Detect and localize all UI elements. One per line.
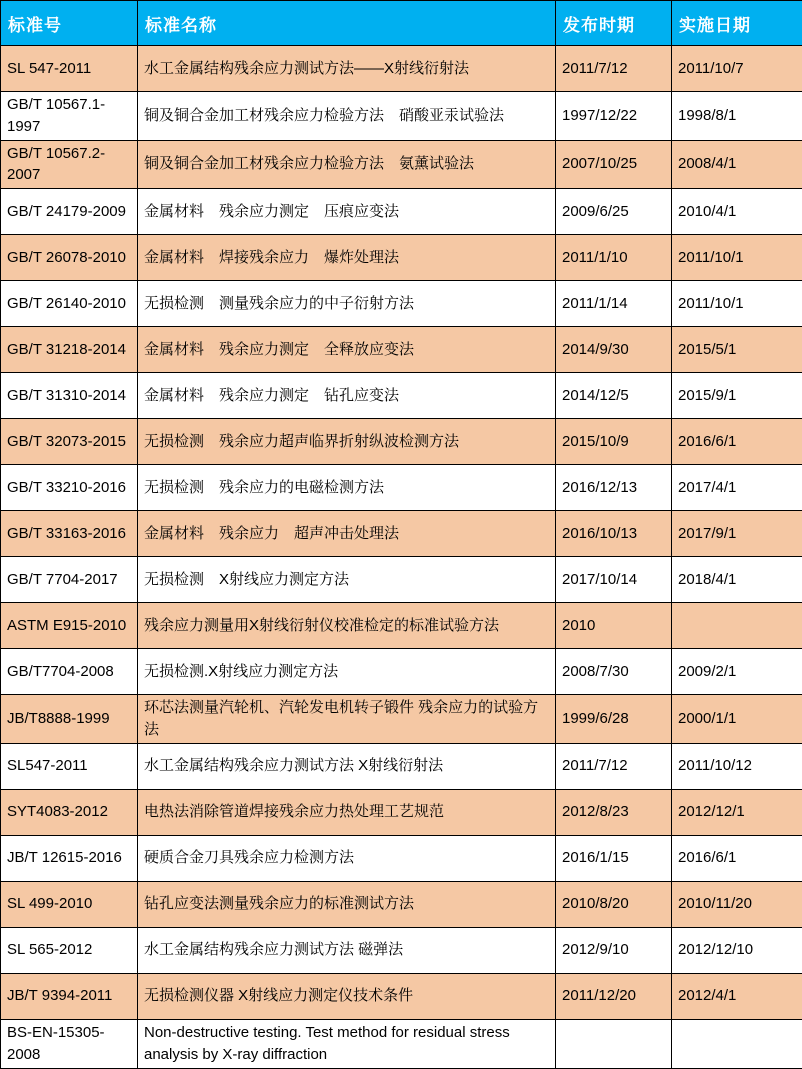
cell-publish-date: 2011/12/20 bbox=[556, 973, 672, 1019]
cell-standard-name: 无损检测 测量残余应力的中子衍射方法 bbox=[138, 281, 556, 327]
table-row bbox=[1, 835, 802, 881]
cell-standard-code: GB/T 33163-2016 bbox=[1, 511, 138, 557]
cell-publish-date: 2008/7/30 bbox=[556, 649, 672, 695]
cell-standard-code: GB/T 26140-2010 bbox=[1, 281, 138, 327]
cell-publish-date: 2015/10/9 bbox=[556, 419, 672, 465]
table-row bbox=[1, 189, 802, 235]
cell-implement-date: 2015/5/1 bbox=[672, 327, 802, 373]
cell-standard-name: 铜及铜合金加工材残余应力检验方法 硝酸亚汞试验法 bbox=[138, 92, 556, 141]
cell-implement-date: 1998/8/1 bbox=[672, 92, 802, 141]
cell-publish-date bbox=[556, 1019, 672, 1068]
cell-standard-code: JB/T 9394-2011 bbox=[1, 973, 138, 1019]
table-row bbox=[1, 927, 802, 973]
cell-standard-code: ASTM E915-2010 bbox=[1, 603, 138, 649]
table-row bbox=[1, 881, 802, 927]
cell-implement-date: 2016/6/1 bbox=[672, 835, 802, 881]
header-standard-code: 标准号 bbox=[1, 1, 138, 46]
cell-publish-date: 2011/7/12 bbox=[556, 46, 672, 92]
table-row bbox=[1, 743, 802, 789]
cell-standard-name: 残余应力测量用X射线衍射仪校准检定的标准试验方法 bbox=[138, 603, 556, 649]
table-row bbox=[1, 235, 802, 281]
cell-implement-date: 2012/4/1 bbox=[672, 973, 802, 1019]
cell-implement-date bbox=[672, 1019, 802, 1068]
cell-standard-code: GB/T 32073-2015 bbox=[1, 419, 138, 465]
cell-standard-name: 无损检测.X射线应力测定方法 bbox=[138, 649, 556, 695]
header-implement-date: 实施日期 bbox=[672, 1, 802, 46]
cell-implement-date bbox=[672, 603, 802, 649]
cell-standard-code: SL547-2011 bbox=[1, 743, 138, 789]
cell-publish-date: 2011/1/10 bbox=[556, 235, 672, 281]
table-row bbox=[1, 92, 802, 141]
cell-publish-date: 2011/7/12 bbox=[556, 743, 672, 789]
table-row bbox=[1, 1019, 802, 1068]
cell-standard-name: 无损检测 残余应力超声临界折射纵波检测方法 bbox=[138, 419, 556, 465]
cell-standard-code: GB/T 31218-2014 bbox=[1, 327, 138, 373]
cell-publish-date: 2009/6/25 bbox=[556, 189, 672, 235]
table-row bbox=[1, 789, 802, 835]
table-row bbox=[1, 419, 802, 465]
cell-implement-date: 2011/10/7 bbox=[672, 46, 802, 92]
cell-publish-date: 1997/12/22 bbox=[556, 92, 672, 141]
cell-implement-date: 2010/4/1 bbox=[672, 189, 802, 235]
table-row bbox=[1, 140, 802, 189]
cell-implement-date: 2018/4/1 bbox=[672, 557, 802, 603]
cell-standard-name: 金属材料 残余应力测定 全释放应变法 bbox=[138, 327, 556, 373]
cell-standard-code: GB/T 10567.2-2007 bbox=[1, 140, 138, 189]
table-row bbox=[1, 557, 802, 603]
cell-standard-code: JB/T8888-1999 bbox=[1, 695, 138, 744]
cell-publish-date: 2016/12/13 bbox=[556, 465, 672, 511]
table-row bbox=[1, 46, 802, 92]
header-publish-date: 发布时期 bbox=[556, 1, 672, 46]
table-row bbox=[1, 373, 802, 419]
cell-standard-name: 铜及铜合金加工材残余应力检验方法 氨薰试验法 bbox=[138, 140, 556, 189]
cell-standard-name: 无损检测仪器 X射线应力测定仪技术条件 bbox=[138, 973, 556, 1019]
table-row bbox=[1, 281, 802, 327]
cell-publish-date: 2014/12/5 bbox=[556, 373, 672, 419]
table-row bbox=[1, 327, 802, 373]
cell-publish-date: 2016/10/13 bbox=[556, 511, 672, 557]
cell-publish-date: 2014/9/30 bbox=[556, 327, 672, 373]
cell-standard-name: 金属材料 残余应力测定 压痕应变法 bbox=[138, 189, 556, 235]
cell-standard-code: GB/T 26078-2010 bbox=[1, 235, 138, 281]
cell-standard-code: GB/T 31310-2014 bbox=[1, 373, 138, 419]
cell-implement-date: 2011/10/1 bbox=[672, 235, 802, 281]
cell-implement-date: 2008/4/1 bbox=[672, 140, 802, 189]
cell-standard-code: JB/T 12615-2016 bbox=[1, 835, 138, 881]
cell-publish-date: 2010/8/20 bbox=[556, 881, 672, 927]
cell-standard-name: 水工金属结构残余应力测试方法 磁弹法 bbox=[138, 927, 556, 973]
cell-standard-code: SL 547-2011 bbox=[1, 46, 138, 92]
cell-standard-name: 环芯法测量汽轮机、汽轮发电机转子锻件 残余应力的试验方法 bbox=[138, 695, 556, 744]
cell-standard-name: 金属材料 残余应力测定 钻孔应变法 bbox=[138, 373, 556, 419]
cell-publish-date: 2011/1/14 bbox=[556, 281, 672, 327]
cell-standard-code: GB/T 33210-2016 bbox=[1, 465, 138, 511]
cell-standard-name: 无损检测 残余应力的电磁检测方法 bbox=[138, 465, 556, 511]
cell-standard-name: 水工金属结构残余应力测试方法 X射线衍射法 bbox=[138, 743, 556, 789]
cell-publish-date: 2017/10/14 bbox=[556, 557, 672, 603]
cell-implement-date: 2012/12/10 bbox=[672, 927, 802, 973]
cell-implement-date: 2017/9/1 bbox=[672, 511, 802, 557]
cell-standard-code: GB/T7704-2008 bbox=[1, 649, 138, 695]
cell-publish-date: 2016/1/15 bbox=[556, 835, 672, 881]
cell-publish-date: 2007/10/25 bbox=[556, 140, 672, 189]
cell-standard-name: 硬质合金刀具残余应力检测方法 bbox=[138, 835, 556, 881]
cell-standard-code: SYT4083-2012 bbox=[1, 789, 138, 835]
cell-standard-name: 金属材料 残余应力 超声冲击处理法 bbox=[138, 511, 556, 557]
cell-implement-date: 2000/1/1 bbox=[672, 695, 802, 744]
cell-implement-date: 2009/2/1 bbox=[672, 649, 802, 695]
table-row bbox=[1, 649, 802, 695]
cell-standard-name: 水工金属结构残余应力测试方法——X射线衍射法 bbox=[138, 46, 556, 92]
cell-standard-code: GB/T 24179-2009 bbox=[1, 189, 138, 235]
cell-implement-date: 2015/9/1 bbox=[672, 373, 802, 419]
header-standard-name: 标准名称 bbox=[138, 1, 556, 46]
table-row bbox=[1, 465, 802, 511]
cell-standard-code: GB/T 7704-2017 bbox=[1, 557, 138, 603]
cell-implement-date: 2016/6/1 bbox=[672, 419, 802, 465]
cell-publish-date: 1999/6/28 bbox=[556, 695, 672, 744]
cell-implement-date: 2012/12/1 bbox=[672, 789, 802, 835]
cell-standard-name: 无损检测 X射线应力测定方法 bbox=[138, 557, 556, 603]
table-row bbox=[1, 973, 802, 1019]
table-row bbox=[1, 695, 802, 744]
table-row bbox=[1, 603, 802, 649]
cell-implement-date: 2011/10/1 bbox=[672, 281, 802, 327]
cell-standard-code: BS-EN-15305-2008 bbox=[1, 1019, 138, 1068]
cell-standard-name: 钻孔应变法测量残余应力的标准测试方法 bbox=[138, 881, 556, 927]
cell-standard-name: 金属材料 焊接残余应力 爆炸处理法 bbox=[138, 235, 556, 281]
cell-standard-name: Non-destructive testing. Test method for residual stress analysis by X-ray diffraction bbox=[138, 1019, 556, 1068]
cell-publish-date: 2012/8/23 bbox=[556, 789, 672, 835]
cell-implement-date: 2011/10/12 bbox=[672, 743, 802, 789]
table-row bbox=[1, 511, 802, 557]
cell-standard-name: 电热法消除管道焊接残余应力热处理工艺规范 bbox=[138, 789, 556, 835]
cell-implement-date: 2010/11/20 bbox=[672, 881, 802, 927]
cell-standard-code: SL 565-2012 bbox=[1, 927, 138, 973]
table-body bbox=[1, 46, 802, 1069]
cell-standard-code: GB/T 10567.1-1997 bbox=[1, 92, 138, 141]
cell-implement-date: 2017/4/1 bbox=[672, 465, 802, 511]
cell-publish-date: 2010 bbox=[556, 603, 672, 649]
cell-standard-code: SL 499-2010 bbox=[1, 881, 138, 927]
cell-publish-date: 2012/9/10 bbox=[556, 927, 672, 973]
header-row bbox=[1, 1, 802, 46]
